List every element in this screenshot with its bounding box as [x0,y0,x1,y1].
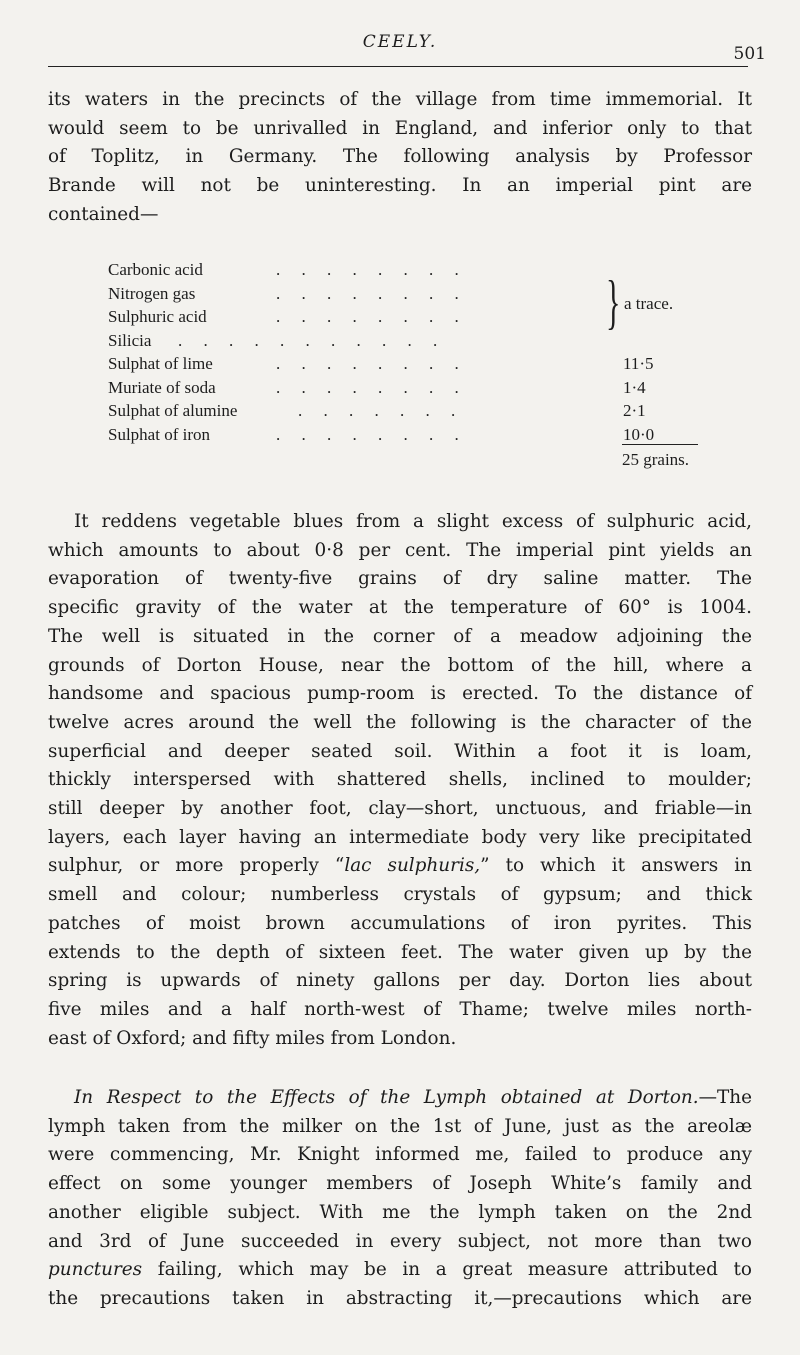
analysis-table [108,258,708,469]
text-line: contained— [48,203,159,225]
substance-value: 1·4 [623,377,646,397]
substance-name: Nitrogen gas [108,283,196,303]
text-line: thickly interspersed with shattered shells, inclined to moulder; [48,769,752,791]
table-row [108,376,708,400]
text-line: handsome and spacious pump-room is erected. To the distance of [48,683,752,705]
text-line: and 3rd of June succeeded in every subject, not more than two [48,1230,752,1252]
text-line: its waters in the precincts of the village from time immemorial. It [48,89,752,110]
leader-dots: . . . . . . . . [276,260,459,279]
substance-value: 11·5 [623,354,654,373]
substance-name: Carbonic acid [108,260,203,279]
text-line [48,1084,752,1113]
paragraph-2 [48,508,752,1053]
leader-dots: . . . . . . . . [276,283,459,303]
text-line: effect on some younger members of Joseph White’s family and [48,1173,752,1195]
text-line: the precautions taken in abstracting it,—precautions which are [48,1287,752,1309]
table-row [108,352,708,376]
sum-rule [622,444,698,445]
text-fragment: —The [698,1087,752,1108]
leader-dots: . . . . . . . . [276,307,459,326]
leader-dots: . . . . . . . . [276,354,459,373]
header-rule [48,66,748,67]
substance-name: Sulphuric acid [108,307,207,326]
running-title: CEELY. [362,32,438,52]
page-number: 501 [733,44,766,64]
text-line: It reddens vegetable blues from a slight excess of sulphuric acid, [74,511,752,532]
text-fragment: ” to which it answers in [480,855,752,877]
text-line [48,1256,752,1285]
trace-label: a trace. [624,294,674,313]
substance-name: Silicia [108,330,152,350]
right-brace: } [606,269,621,335]
substance-name: Muriate of soda [108,377,216,397]
italic-word: punctures [48,1259,143,1281]
text-line: were commencing, Mr. Knight informed me, failed to produce any [48,1144,752,1166]
text-line: east of Oxford; and fifty miles from London. [48,1027,457,1049]
text-line: grounds of Dorton House, near the bottom of the hill, where a [48,654,752,676]
text-line: another eligible subject. With me the lymph taken on the 2nd [48,1201,752,1223]
text-line: five miles and a half north-west of Thame; twelve miles north- [48,998,752,1020]
substance-name: Sulphat of lime [108,354,213,373]
substance-name: Sulphat of iron [108,424,210,444]
text-line: lymph taken from the milker on the 1st of June, just as the areolæ [48,1115,752,1137]
text-line: evaporation of twenty-five grains of dry saline matter. The [48,568,752,590]
leader-dots: . . . . . . . . [276,377,459,397]
text-line: The well is situated in the corner of a meadow adjoining the [48,625,752,647]
text-fragment: failing, which may be in a great measure attributed to [142,1259,752,1281]
section-heading: In Respect to the Effects of the Lymph obtained at Dorton. [74,1087,699,1108]
text-line [48,852,752,881]
substance-value: 10·0 [623,424,655,444]
total-value: 25 grains. [622,450,690,469]
text-line: which amounts to about 0·8 per cent. The imperial pint yields an [48,539,752,561]
italic-latin-phrase: lac sulphuris, [344,855,481,877]
substance-value: 2·1 [623,401,646,420]
text-line: smell and colour; numberless crystals of gypsum; and thick [48,884,752,906]
paragraph-3 [48,1084,752,1314]
text-fragment: sulphur, or more properly “ [48,855,345,877]
text-line: twelve acres around the well the following is the character of the [48,711,752,733]
table-row [108,399,708,423]
text-line: specific gravity of the water at the temperature of 60° is 1004. [48,597,752,619]
text-line: would seem to be unrivalled in England, and inferior only to that [48,117,752,139]
text-line: Brande will not be uninteresting. In an imperial pint are [48,175,752,197]
text-line: of Toplitz, in Germany. The following analysis by Professor [48,146,752,168]
paragraph-1 [48,86,752,230]
substance-name: Sulphat of alumine [108,401,238,420]
text-line: still deeper by another foot, clay—short, unctuous, and friable—in [48,798,752,820]
table-row [108,423,708,447]
text-line: extends to the depth of sixteen feet. The water given up by the [48,941,752,963]
leader-dots: . . . . . . . [298,401,456,420]
text-line: layers, each layer having an intermediate body very like precipitated [48,826,752,848]
leader-dots: . . . . . . . . . . . [178,330,438,350]
text-line: spring is upwards of ninety gallons per day. Dorton lies about [48,970,752,992]
leader-dots: . . . . . . . . [276,424,459,444]
text-line: superficial and deeper seated soil. Within a foot it is loam, [48,740,752,762]
text-line: patches of moist brown accumulations of iron pyrites. This [48,912,752,934]
